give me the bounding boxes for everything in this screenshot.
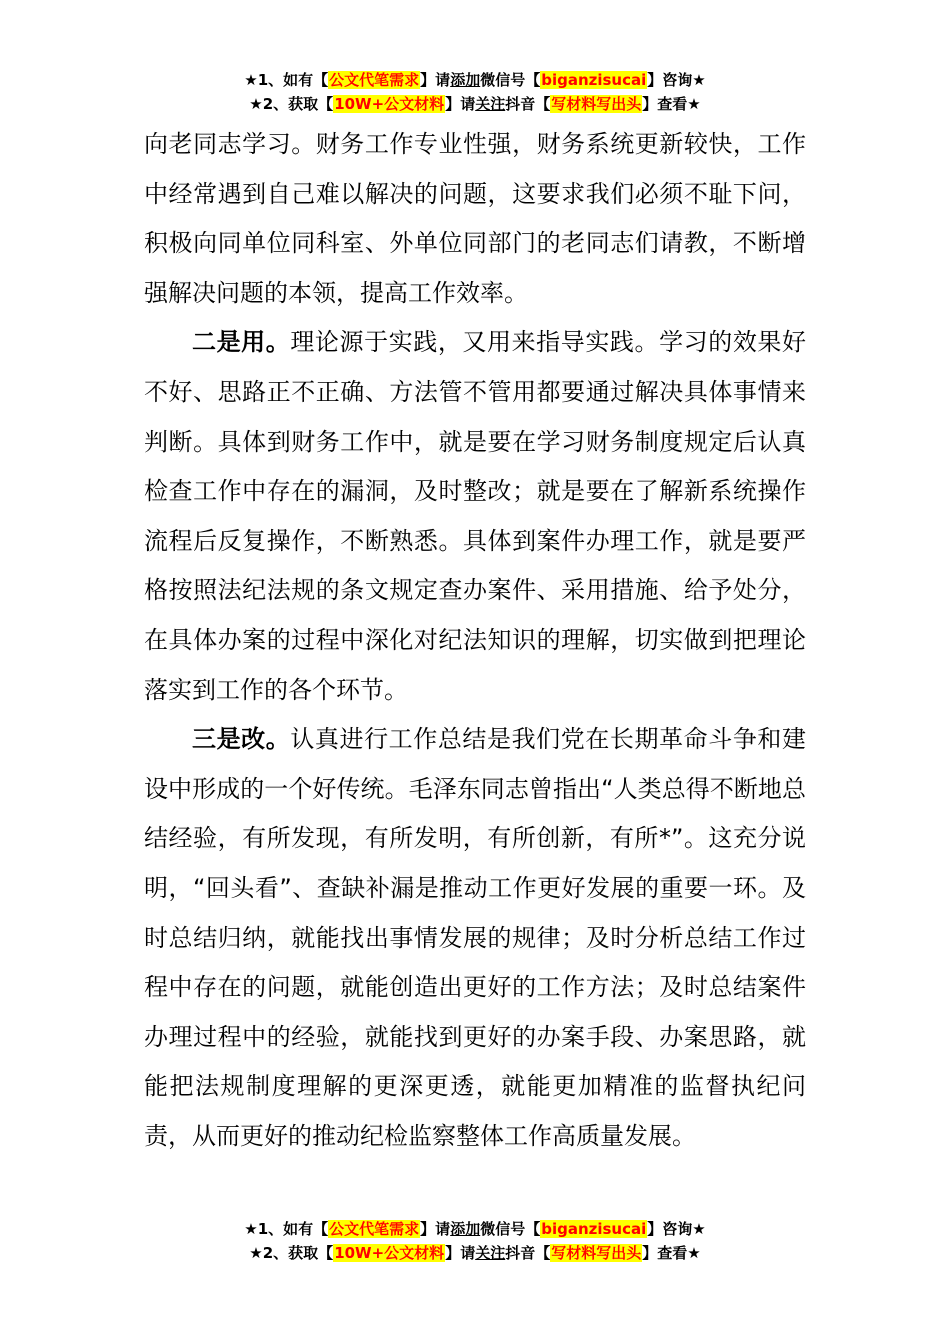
underlined-text: 添加: [450, 1220, 481, 1238]
banner-text: ★2、获取【: [249, 1244, 334, 1262]
paragraph-continuation: 向老同志学习。财务工作专业性强，财务系统更新较快，工作中经常遇到自己难以解决的问题，这要求我们必须不耻下问，积极向同单位同科室、外单位同部门的老同志们请教，不断增强解决问题的本领，提高工作效率。: [144, 130, 806, 307]
document-body: [144, 120, 806, 1161]
paragraph-heading: 二是用。: [192, 328, 291, 357]
underlined-text: 关注: [475, 95, 506, 113]
banner-text: 微信号【: [480, 1220, 541, 1238]
paragraph-heading: 三是改。: [192, 725, 291, 754]
highlight-text: 10W+公文材料: [334, 1244, 445, 1262]
banner-text: 抖音【: [505, 1244, 551, 1262]
banner-text: ★2、获取【: [249, 95, 334, 113]
banner-line-1: [0, 68, 950, 92]
banner-text: 】查看★: [642, 1244, 701, 1262]
banner-text: 】请: [445, 1244, 476, 1262]
banner-line-2: [0, 1241, 950, 1265]
underlined-text: 关注: [475, 1244, 506, 1262]
highlight-text: 写材料写出头: [551, 95, 642, 113]
banner-text: 】咨询★: [647, 1220, 706, 1238]
highlight-text: 10W+公文材料: [334, 95, 445, 113]
highlight-text: 写材料写出头: [551, 1244, 642, 1262]
paragraph-text: 理论源于实践，又用来指导实践。学习的效果好不好、思路正不正确、方法管不管用都要通过解决具体事情来判断。具体到财务工作中，就是要在学习财务制度规定后认真检查工作中存在的漏洞，及时整改；就是要在了解新系统操作流程后反复操作，不断熟悉。具体到案件办理工作，就是要严格按照法纪法规的条文规定查办案件、采用措施、给予处分，在具体办案的过程中深化对纪法知识的理解，切实做到把理论落实到工作的各个环节。: [144, 328, 807, 704]
footer-banner: [0, 1217, 950, 1265]
banner-text: 抖音【: [505, 95, 551, 113]
banner-line-1: [0, 1217, 950, 1241]
header-banner: [0, 68, 950, 116]
banner-text: 】查看★: [642, 95, 701, 113]
highlight-text: biganzisucai: [541, 1220, 647, 1238]
paragraph-text: 认真进行工作总结是我们党在长期革命斗争和建设中形成的一个好传统。毛泽东同志曾指出“人类总得不断地总结经验，有所发现，有所发明，有所创新，有所*”。这充分说明，“回头看”、查缺补漏是推动工作更好发展的重要一环。及时总结归纳，就能找出事情发展的规律；及时分析总结工作过程中存在的问题，就能创造出更好的工作方法；及时总结案件办理过程中的经验，就能找到更好的办案手段、办案思路，就能把法规制度理解的更深更透，就能更加精准的监督执纪问责，从而更好的推动纪检监察整体工作高质量发展。: [144, 725, 807, 1150]
underlined-text: 添加: [450, 71, 481, 89]
banner-text: ★1、如有【: [244, 71, 329, 89]
highlight-text: 公文代笔需求: [329, 71, 420, 89]
banner-text: 】请: [420, 71, 451, 89]
paragraph-use: [144, 318, 806, 715]
banner-line-2: [0, 92, 950, 116]
banner-text: 微信号【: [480, 71, 541, 89]
highlight-text: 公文代笔需求: [329, 1220, 420, 1238]
highlight-text: biganzisucai: [541, 71, 647, 89]
paragraph-change: [144, 715, 806, 1161]
banner-text: 】请: [420, 1220, 451, 1238]
banner-text: ★1、如有【: [244, 1220, 329, 1238]
banner-text: 】咨询★: [647, 71, 706, 89]
banner-text: 】请: [445, 95, 476, 113]
